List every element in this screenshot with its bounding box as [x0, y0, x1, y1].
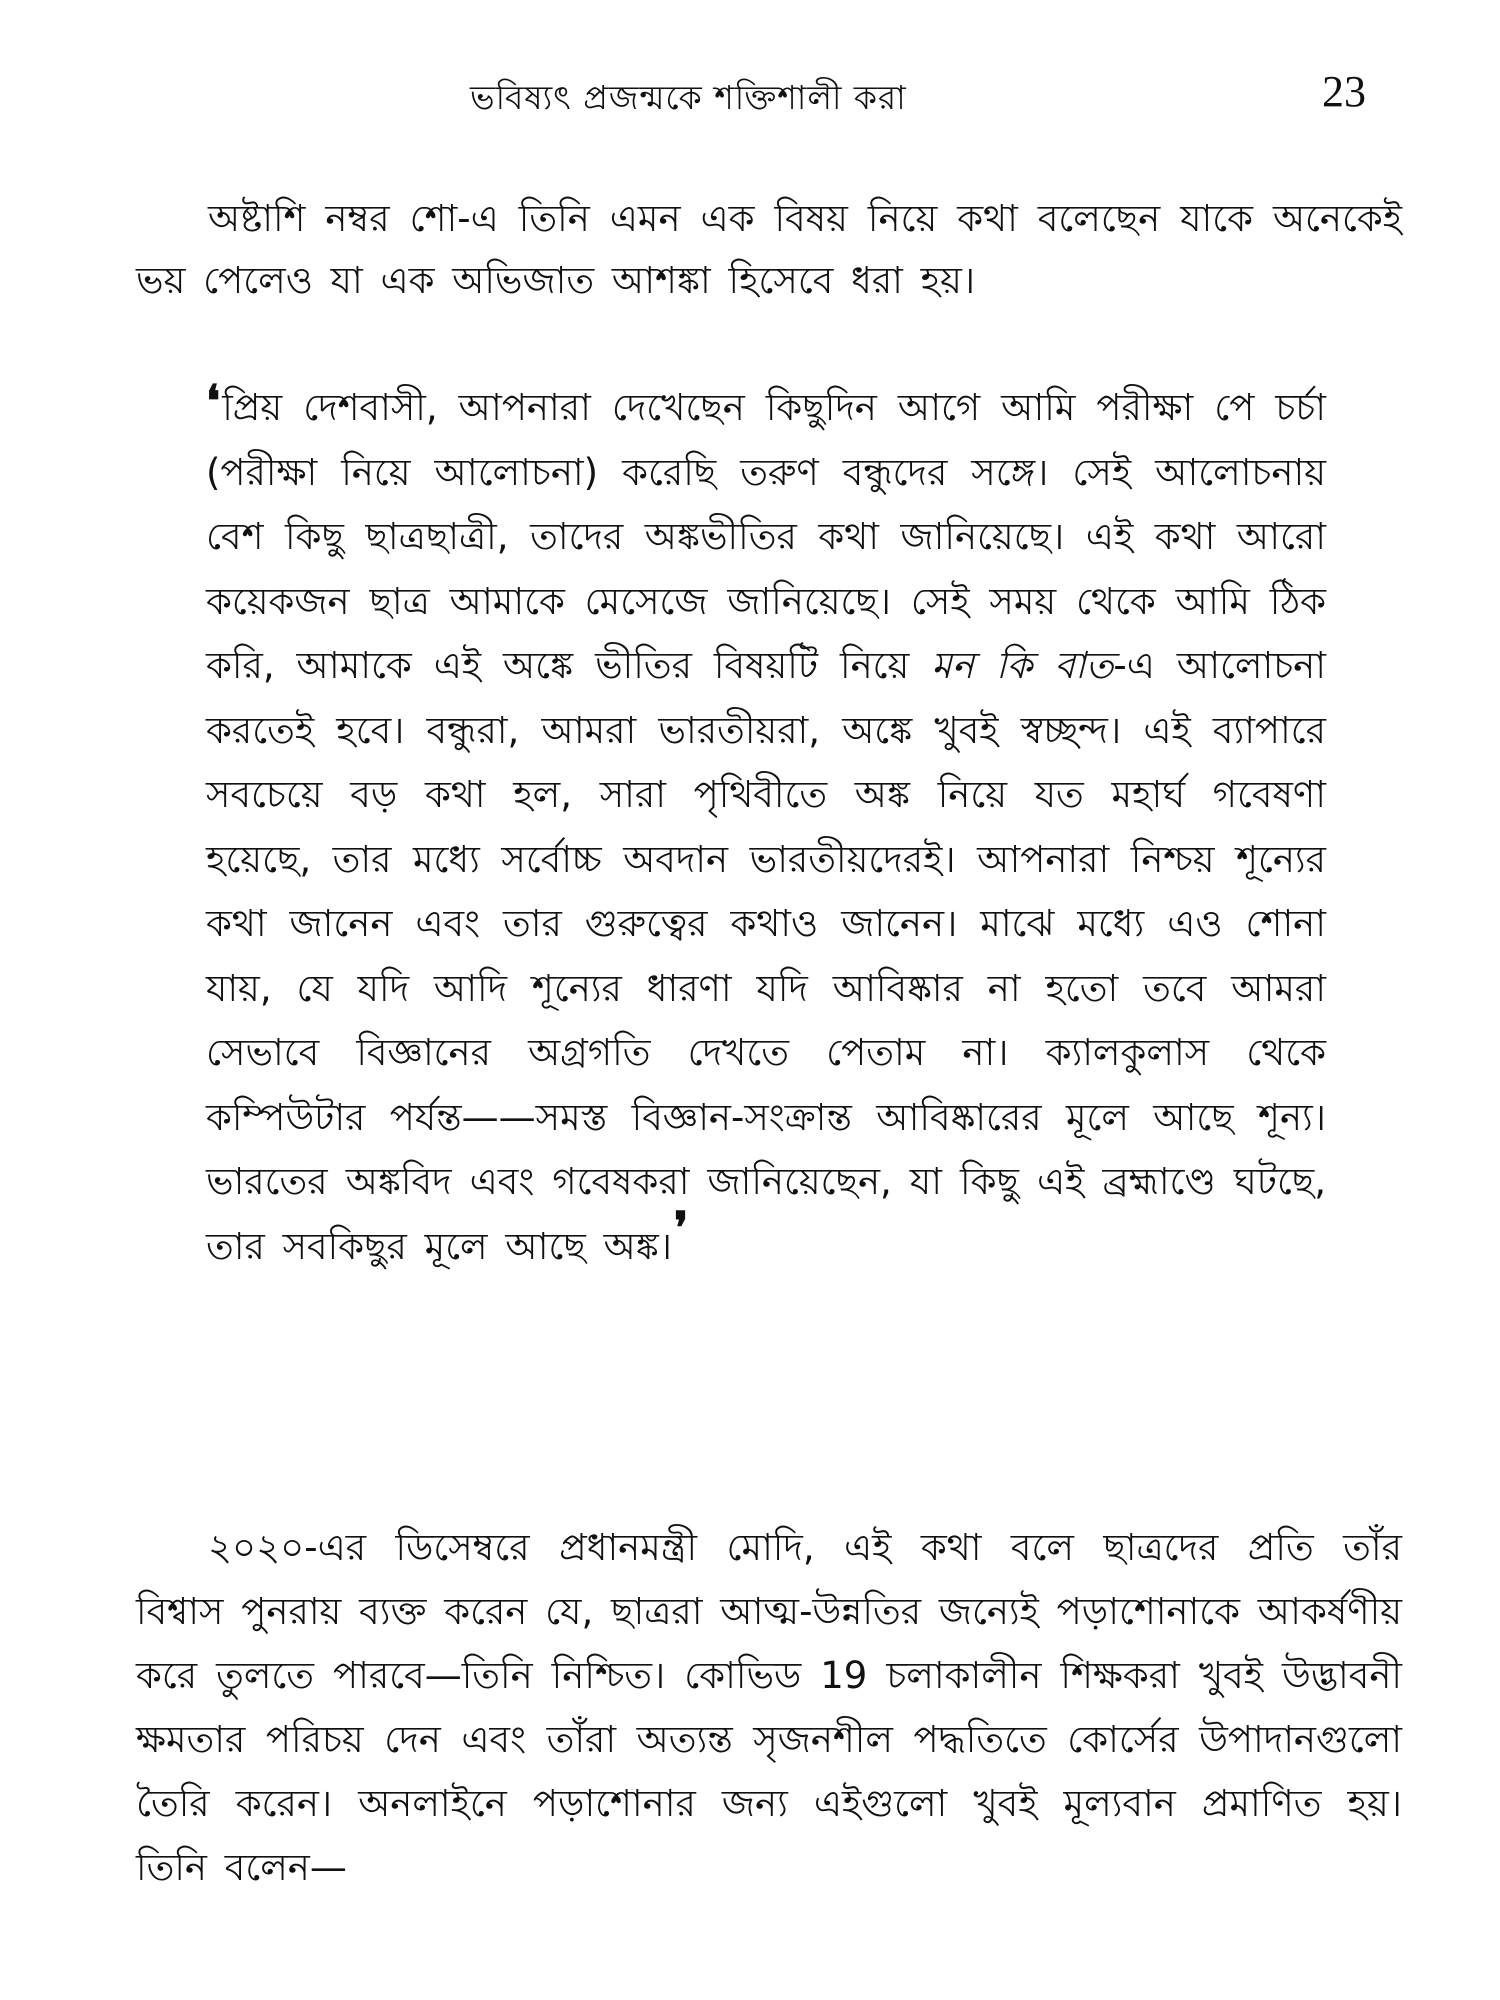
open-quote-mark: ❛ [206, 376, 221, 427]
close-quote-mark: ❜ [674, 1202, 689, 1254]
quote-text [206, 376, 1326, 1279]
running-title: ভবিষ্যৎ প্রজন্মকে শক্তিশালী করা [470, 78, 907, 117]
block-quote [206, 376, 1326, 1279]
intro-paragraph-block [136, 188, 1402, 312]
running-header [0, 66, 1500, 126]
closing-paragraph-block [136, 1516, 1402, 1900]
closing-paragraph: ২০২০-এর ডিসেম্বরে প্রধানমন্ত্রী মোদি, এই কথা বলে ছাত্রদের প্রতি তাঁর বিশ্বাস পুনরায় ব্যক্ত করেন যে, ছাত্ররা আত্ম-উন্নতির জন্যেই পড়াশোনাকে আকর্ষণীয় করে তুলতে পারবে—তিনি নিশ্চিত। কোভিড 19 চলাকালীন শিক্ষকরা খুবই উদ্ভাবনী ক্ষমতার পরিচয় দেন এবং তাঁরা অত্যন্ত সৃজনশীল পদ্ধতিতে কোর্সের উপাদানগুলো তৈরি করেন। অনলাইনে পড়াশোনার জন্য এইগুলো খুবই মূল্যবান প্রমাণিত হয়। তিনি বলেন— [136, 1526, 1402, 1889]
intro-paragraph: অষ্টাশি নম্বর শো-এ তিনি এমন এক বিষয় নিয়ে কথা বলেছেন যাকে অনেকেই ভয় পেলেও যা এক অভিজাত আশঙ্কা হিসেবে ধরা হয়। [136, 197, 1402, 302]
quote-part-1: প্রিয় দেশবাসী, আপনারা দেখেছেন কিছুদিন আগে আমি পরীক্ষা পে চর্চা (পরীক্ষা নিয়ে আলোচনা) করেছি তরুণ বন্ধুদের সঙ্গে। সেই আলোচনায় বেশ কিছু ছাত্রছাত্রী, তাদের অঙ্কভীতির কথা জানিয়েছে। এই কথা আরো কয়েকজন ছাত্র আমাকে মেসেজে জানিয়েছে। সেই সময় থেকে আমি ঠিক করি, আমাকে এই অঙ্কে ভীতির বিষয়টি নিয়ে [206, 386, 1326, 687]
quote-part-2: -এ আলোচনা করতেই হবে। বন্ধুরা, আমরা ভারতীয়রা, অঙ্কে খুবই স্বচ্ছন্দ। এই ব্যাপারে সবচেয়ে বড় কথা হল, সারা পৃথিবীতে অঙ্ক নিয়ে যত মহার্ঘ গবেষণা হয়েছে, তার মধ্যে সর্বোচ্চ অবদান ভারতীয়দেরই। আপনারা নিশ্চয় শূন্যের কথা জানেন এবং তার গুরুত্বের কথাও জানেন। মাঝে মধ্যে এও শোনা যায়, যে যদি আদি শূন্যের ধারণা যদি আবিষ্কার না হতো তবে আমরা সেভাবে বিজ্ঞানের অগ্রগতি দেখতে পেতাম না। ক্যালকুলাস থেকে কম্পিউটার পর্যন্ত——সমস্ত বিজ্ঞান-সংক্রান্ত আবিষ্কারের মূলে আছে শূন্য। ভারতের অঙ্কবিদ এবং গবেষকরা জানিয়েছেন, যা কিছু এই ব্রহ্মাণ্ডে ঘটছে, তার সবকিছুর মূলে আছে অঙ্ক। [206, 644, 1326, 1268]
page-number: 23 [1322, 67, 1366, 116]
quote-emphasis: মন কি বাত [931, 644, 1114, 687]
